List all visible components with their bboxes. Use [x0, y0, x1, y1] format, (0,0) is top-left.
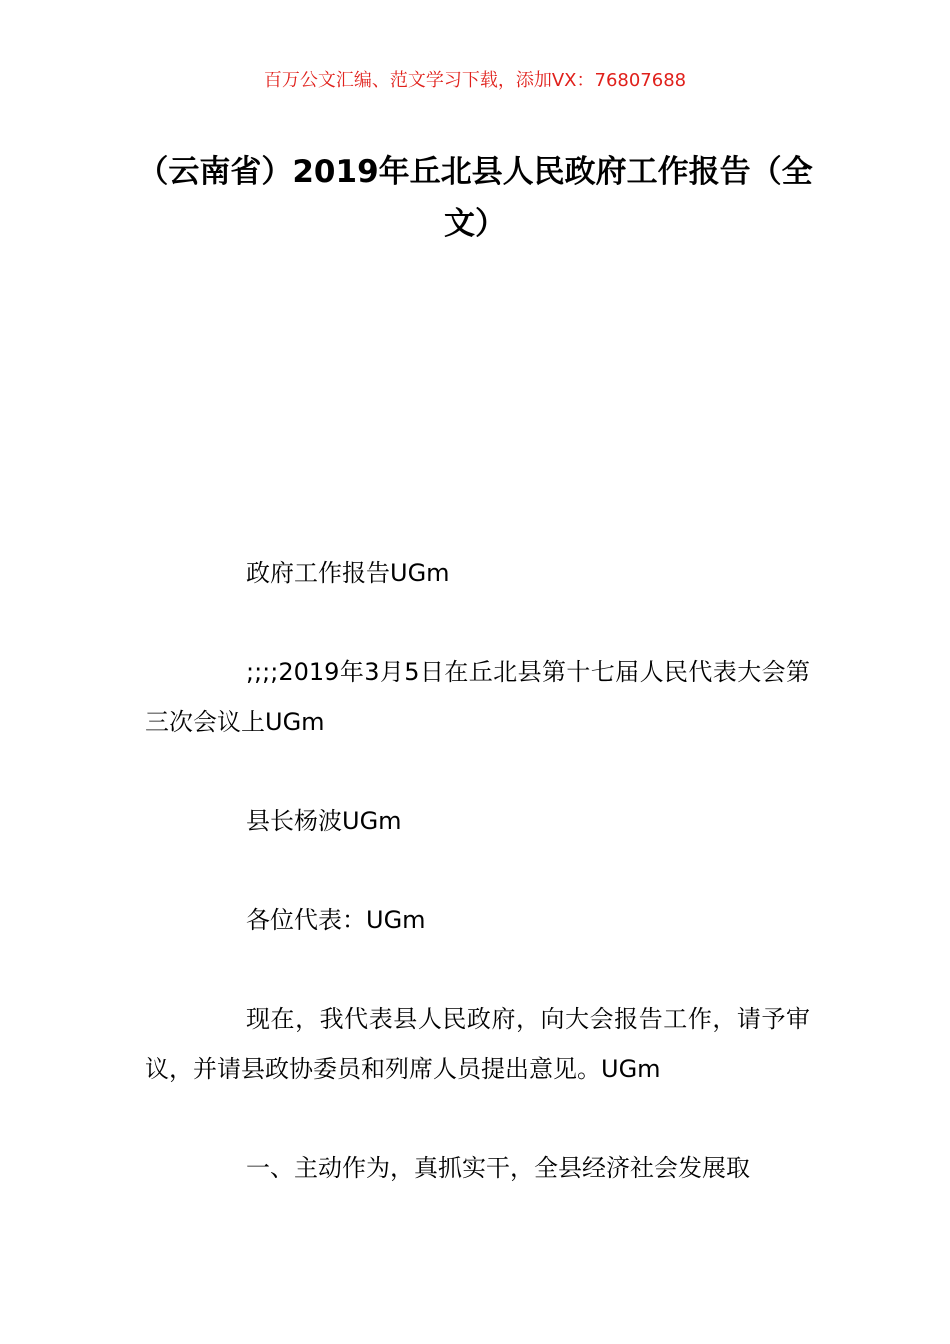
paragraph-report-label: 政府工作报告UGm — [246, 559, 450, 587]
document-title: （云南省）2019年丘北县人民政府工作报告（全文） — [137, 154, 813, 242]
header-note: 百万公文汇编、范文学习下载，添加VX：76807688 — [263, 70, 687, 91]
paragraph-salutation: 各位代表：UGm — [246, 906, 426, 934]
paragraph-meeting-info: ;;;;2019年3月5日在丘北县第十七届人民代表大会第三次会议上UGm — [145, 658, 810, 736]
paragraph-intro: 现在，我代表县人民政府，向大会报告工作，请予审议，并请县政协委员和列席人员提出意见。UGm — [145, 1005, 810, 1083]
paragraph-speaker: 县长杨波UGm — [246, 807, 402, 835]
document-body — [145, 548, 810, 1242]
paragraph-section-heading: 一、主动作为，真抓实干，全县经济社会发展取 — [246, 1154, 750, 1182]
